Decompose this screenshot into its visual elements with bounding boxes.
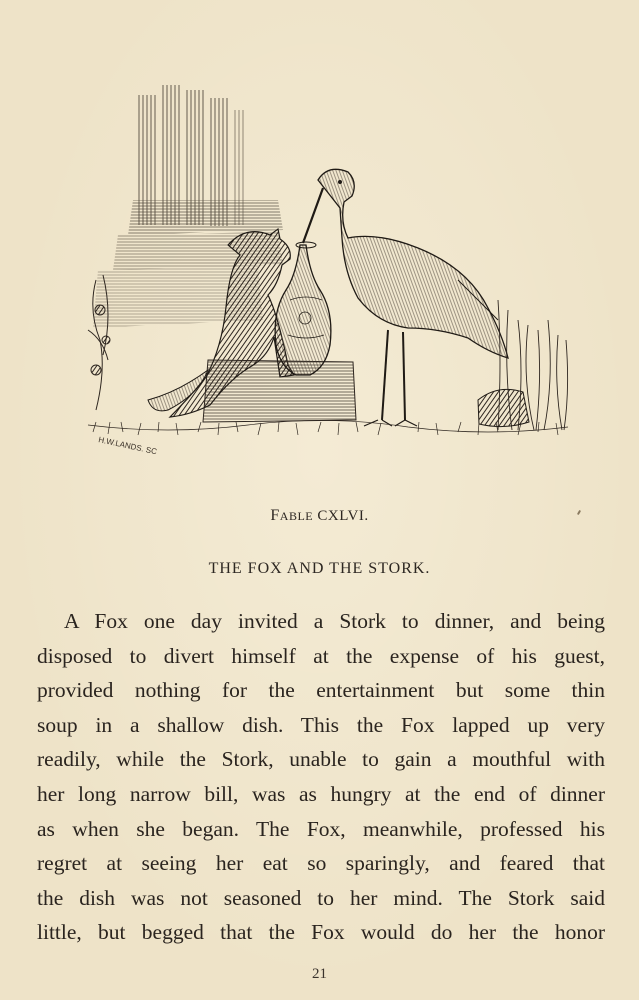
fable-body-text bbox=[37, 604, 605, 950]
text-line-9: the dish was not seasoned to her mind. The Stork said bbox=[37, 885, 605, 910]
text-line-6: her long narrow bill, was as hungry at the end of dinner bbox=[37, 781, 605, 806]
text-line-10: little, but begged that the Fox would do her the honor bbox=[37, 920, 605, 945]
text-line-1: A Fox one day invited a Stork to dinner, and being bbox=[64, 609, 605, 633]
page-number: 21 bbox=[312, 966, 327, 982]
fable-number bbox=[0, 507, 639, 525]
text-line-2: disposed to divert himself at the expense of his guest, bbox=[37, 643, 605, 668]
fable-number-rest: ABLE bbox=[279, 509, 314, 523]
basket bbox=[478, 389, 529, 426]
text-line-8: regret at seeing her eat so sparingly, and feared that bbox=[37, 851, 605, 876]
fable-numeral: CXLVI. bbox=[317, 508, 369, 524]
engraver-signature: H.W.LANDS. SC bbox=[97, 435, 158, 457]
text-line-5: readily, while the Stork, unable to gain a mouthful with bbox=[37, 747, 605, 772]
ground bbox=[88, 420, 568, 435]
fable-number-initial: F bbox=[270, 507, 280, 524]
text-line-7: as when she began. The Fox, meanwhile, professed his bbox=[37, 816, 605, 841]
fox-and-stork-engraving bbox=[78, 70, 578, 460]
fable-title: THE FOX AND THE STORK. bbox=[208, 560, 431, 577]
engraving-svg bbox=[78, 70, 578, 460]
text-line-4: soup in a shallow dish. This the Fox lapped up very bbox=[37, 712, 605, 737]
text-line-3: provided nothing for the entertainment but some thin bbox=[37, 678, 605, 703]
